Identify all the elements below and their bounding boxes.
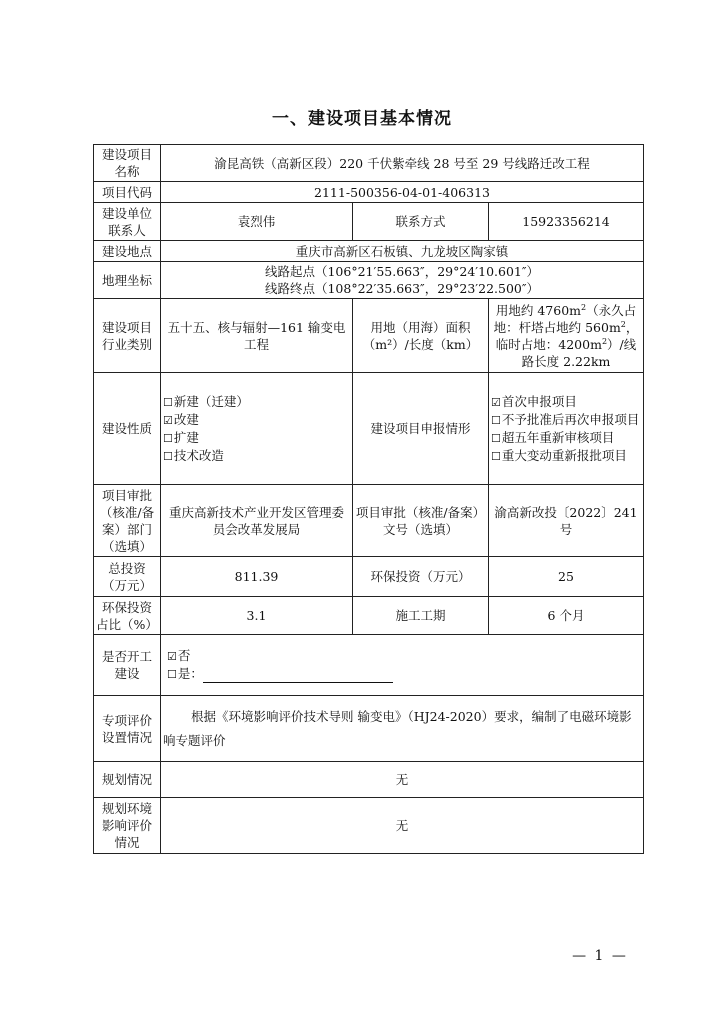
project-info-table: [93, 144, 644, 854]
checkbox-checked-icon: ☑: [491, 395, 501, 409]
checkbox-icon: ☐: [163, 395, 173, 409]
checkbox-icon: ☐: [491, 449, 501, 463]
coordinates-value: [161, 262, 644, 299]
started-label: 是否开工建设: [94, 635, 161, 696]
project-name-label: 建设项目名称: [94, 145, 161, 182]
table-row: [94, 145, 644, 182]
page-title: 一、建设项目基本情况: [272, 109, 452, 129]
planning-env-value: 无: [161, 798, 644, 854]
checkbox-icon: ☐: [491, 431, 501, 445]
project-code-label: 项目代码: [94, 182, 161, 203]
table-row: [94, 203, 644, 241]
declare-option-major-change[interactable]: ☐重大变动重新报批项目: [491, 447, 627, 463]
declare-option-five-year[interactable]: ☐超五年重新审核项目: [491, 429, 615, 445]
nature-option-new[interactable]: ☐新建（迁建）: [163, 393, 249, 409]
location-label: 建设地点: [94, 241, 161, 262]
table-row: [94, 557, 644, 597]
area-value: 用地约 $4760m^2$（永久占地：杆塔占地约 $560m^2$，临时占地：$4200m^2)/$线路长度 2.22km: [489, 299, 644, 373]
table-row: [94, 299, 644, 373]
started-option-no[interactable]: ☑否: [167, 648, 191, 663]
table-row: [94, 182, 644, 203]
fill-in-line: [203, 670, 393, 683]
planning-label: 规划情况: [94, 762, 161, 798]
table-row: [94, 597, 644, 635]
planning-env-label: 规划环境影响评价情况: [94, 798, 161, 854]
planning-value: 无: [161, 762, 644, 798]
special-eval-label: 专项评价设置情况: [94, 696, 161, 762]
approval-doc-value: 渝高新改投〔2022〕241 号: [489, 485, 644, 557]
project-name-value: 渝昆高铁（高新区段）220 千伏紫牵线 28 号至 29 号线路迁改工程: [161, 145, 644, 182]
approval-dept-label: 项目审批（核准/备案）部门（选填）: [94, 485, 161, 557]
nature-label: 建设性质: [94, 373, 161, 485]
total-invest-value: 811.39: [161, 557, 353, 597]
table-row: [94, 798, 644, 854]
checkbox-icon: ☐: [163, 431, 173, 445]
table-row: [94, 696, 644, 762]
checkbox-checked-icon: ☑: [163, 413, 173, 427]
approval-doc-label: 项目审批（核准/备案）文号（选填）: [353, 485, 489, 557]
special-eval-value: 根据《环境影响评价技术导则 输变电》（HJ24-2020）要求，编制了电磁环境影响专题评价: [161, 696, 644, 762]
location-value: 重庆市高新区石板镇、九龙坡区陶家镇: [161, 241, 644, 262]
nature-option-tech[interactable]: ☐技术改造: [163, 447, 224, 463]
env-ratio-value: 3.1: [161, 597, 353, 635]
declare-label: 建设项目申报情形: [353, 373, 489, 485]
env-invest-value: 25: [489, 557, 644, 597]
started-option-yes[interactable]: ☐是：: [163, 665, 641, 683]
table-row: [94, 373, 644, 485]
table-row: [94, 635, 644, 696]
period-label: 施工工期: [353, 597, 489, 635]
checkbox-icon: ☐: [167, 668, 177, 681]
contact-value: 袁烈伟: [161, 203, 353, 241]
industry-label: 建设项目行业类别: [94, 299, 161, 373]
approval-dept-value: 重庆高新技术产业开发区管理委员会改革发展局: [161, 485, 353, 557]
table-row: [94, 241, 644, 262]
total-invest-label: 总投资（万元）: [94, 557, 161, 597]
coord-end: 线路终点（108°22′35.663″，29°23′22.500″）: [264, 281, 540, 296]
nature-options: [161, 373, 353, 485]
checkbox-icon: ☐: [491, 413, 501, 427]
coordinates-label: 地理坐标: [94, 262, 161, 299]
coord-start: 线路起点（106°21′55.663″，29°24′10.601″）: [264, 264, 540, 279]
declare-option-resubmit[interactable]: ☐不予批准后再次申报项目: [491, 411, 640, 427]
area-label: 用地（用海）面积（m²）/长度（km）: [353, 299, 489, 373]
env-ratio-label: 环保投资占比（%）: [94, 597, 161, 635]
checkbox-checked-icon: ☑: [167, 650, 177, 663]
page-number: — 1 —: [572, 948, 628, 964]
declare-options: [489, 373, 644, 485]
phone-value: 15923356214: [489, 203, 644, 241]
env-invest-label: 环保投资（万元）: [353, 557, 489, 597]
nature-option-expand[interactable]: ☐扩建: [163, 429, 199, 445]
declare-option-first[interactable]: ☑首次申报项目: [491, 393, 577, 409]
table-row: [94, 762, 644, 798]
started-options: [161, 635, 644, 696]
table-row: [94, 485, 644, 557]
checkbox-icon: ☐: [163, 449, 173, 463]
nature-option-rebuild[interactable]: ☑改建: [163, 411, 199, 427]
period-value: 6 个月: [489, 597, 644, 635]
industry-value: 五十五、核与辐射—161 输变电工程: [161, 299, 353, 373]
contact-label: 建设单位联系人: [94, 203, 161, 241]
table-row: [94, 262, 644, 299]
phone-label: 联系方式: [353, 203, 489, 241]
project-code-value: 2111-500356-04-01-406313: [161, 182, 644, 203]
